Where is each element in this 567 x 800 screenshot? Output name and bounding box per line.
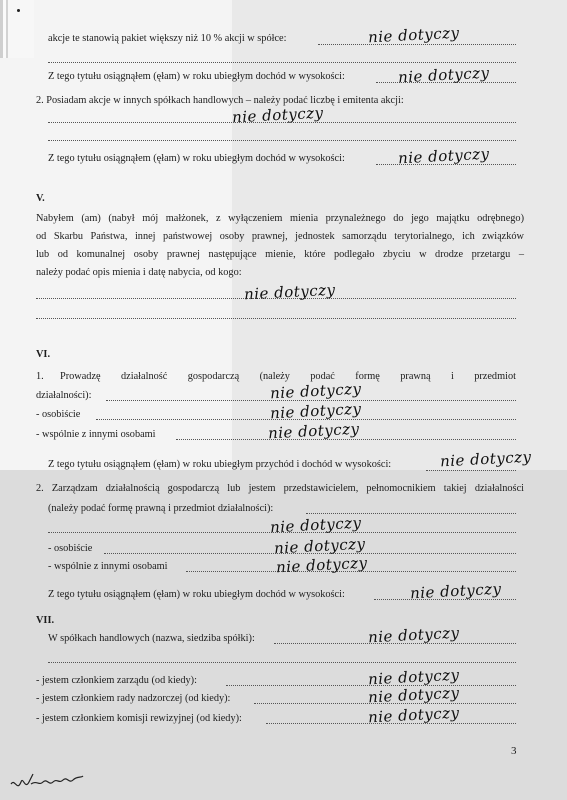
handwritten-answer: nie dotyczy <box>367 703 460 727</box>
initials-scribble-icon <box>9 770 109 794</box>
answer-line <box>426 470 516 471</box>
handwritten-answer: nie dotyczy <box>231 103 324 127</box>
section-v-heading: V. <box>36 193 45 204</box>
word: gospodarczą <box>187 371 240 382</box>
handwritten-answer: nie dotyczy <box>269 513 362 537</box>
word: działalność <box>121 371 168 382</box>
other-shares-item: 2. Posiadam akcje w innych spółkach handlowych – należy podać liczbę i emitenta akcji: <box>36 95 404 106</box>
page-number: 3 <box>511 745 517 757</box>
section-v-paragraph-line: Nabyłem (am) (nabył mój małżonek, z wyłączeniem mienia przynależnego do jego majątku odrębnego) <box>36 213 524 224</box>
item-number: 1. <box>36 371 44 382</box>
handwritten-answer: nie dotyczy <box>367 23 460 47</box>
handwritten-answer: nie dotyczy <box>273 534 366 558</box>
companies-label: W spółkach handlowych (nazwa, siedziba spółki): <box>48 633 255 644</box>
answer-line <box>318 44 516 45</box>
activity-continuation: działalności): <box>36 390 92 401</box>
handwritten-answer: nie dotyczy <box>367 623 460 647</box>
personally-label: - osobiście <box>48 543 93 554</box>
word: (należy <box>259 371 290 382</box>
answer-line <box>36 318 516 319</box>
handwritten-answer: nie dotyczy <box>269 379 362 403</box>
personally-label: - osobiście <box>36 409 81 420</box>
word: Prowadzę <box>60 371 101 382</box>
item-2-line: 2. Zarządzam działalnością gospodarczą lub jestem przedstawicielem, pełnomocnikiem takiej działalności <box>36 483 524 494</box>
jointly-label: - wspólnie z innymi osobami <box>36 429 156 440</box>
handwritten-answer: nie dotyczy <box>439 447 532 471</box>
section-vii-heading: VII. <box>36 615 55 626</box>
word: i <box>450 371 454 382</box>
handwritten-answer: nie dotyczy <box>275 553 368 577</box>
handwritten-answer: nie dotyczy <box>397 144 490 168</box>
item-2-line: (należy podać formę prawną i przedmiot działalności): <box>48 503 274 514</box>
answer-line <box>48 662 516 663</box>
word: prawną <box>400 371 431 382</box>
answer-line <box>48 62 516 63</box>
income-label: Z tego tytułu osiągnąłem (ęłam) w roku ubiegłym dochód w wysokości: <box>48 589 345 600</box>
answer-line <box>176 439 516 440</box>
handwritten-initials <box>9 770 109 799</box>
handwritten-answer: nie dotyczy <box>409 579 502 603</box>
word: formę <box>355 371 380 382</box>
shares-over-10-label: akcje te stanowią pakiet większy niż 10 % akcji w spółce: <box>48 33 287 44</box>
section-vi-heading: VI. <box>36 349 51 360</box>
income-label: Z tego tytułu osiągnąłem (ęłam) w roku ubiegłym dochód w wysokości: <box>48 71 345 82</box>
answer-line <box>48 140 516 141</box>
supervisory-label: - jestem członkiem rady nadzorczej (od kiedy): <box>36 693 231 704</box>
income-label: Z tego tytułu osiągnąłem (ęłam) w roku ubiegłym przychód i dochód w wysokości: <box>48 459 392 470</box>
section-v-paragraph-line: lub od komunalnej osoby prawnej następujące mienie, które podlegało zbyciu w drodze przetargu – <box>36 249 524 260</box>
word: przedmiot <box>474 371 516 382</box>
jointly-label: - wspólnie z innymi osobami <box>48 561 168 572</box>
answer-line <box>48 122 516 123</box>
income-label: Z tego tytułu osiągnąłem (ęłam) w roku ubiegłym dochód w wysokości: <box>48 153 345 164</box>
audit-label: - jestem członkiem komisji rewizyjnej (od kiedy): <box>36 713 242 724</box>
handwritten-answer: nie dotyczy <box>269 399 362 423</box>
word: podać <box>310 371 335 382</box>
bullet-mark <box>17 9 20 12</box>
section-v-paragraph-line: od Skarbu Państwa, innej państwowej osoby prawnej, jednostek samorządu terytorialnego, ich związków <box>36 231 524 242</box>
handwritten-answer: nie dotyczy <box>243 280 336 304</box>
handwritten-answer: nie dotyczy <box>267 419 360 443</box>
board-label: - jestem członkiem zarządu (od kiedy): <box>36 675 197 686</box>
section-v-paragraph-line: należy podać opis mienia i datę nabycia, od kogo: <box>36 267 242 278</box>
handwritten-answer: nie dotyczy <box>367 683 460 707</box>
handwritten-answer: nie dotyczy <box>397 63 490 87</box>
handwritten-answer: nie dotyczy <box>367 665 460 689</box>
business-activity-line <box>60 370 516 383</box>
